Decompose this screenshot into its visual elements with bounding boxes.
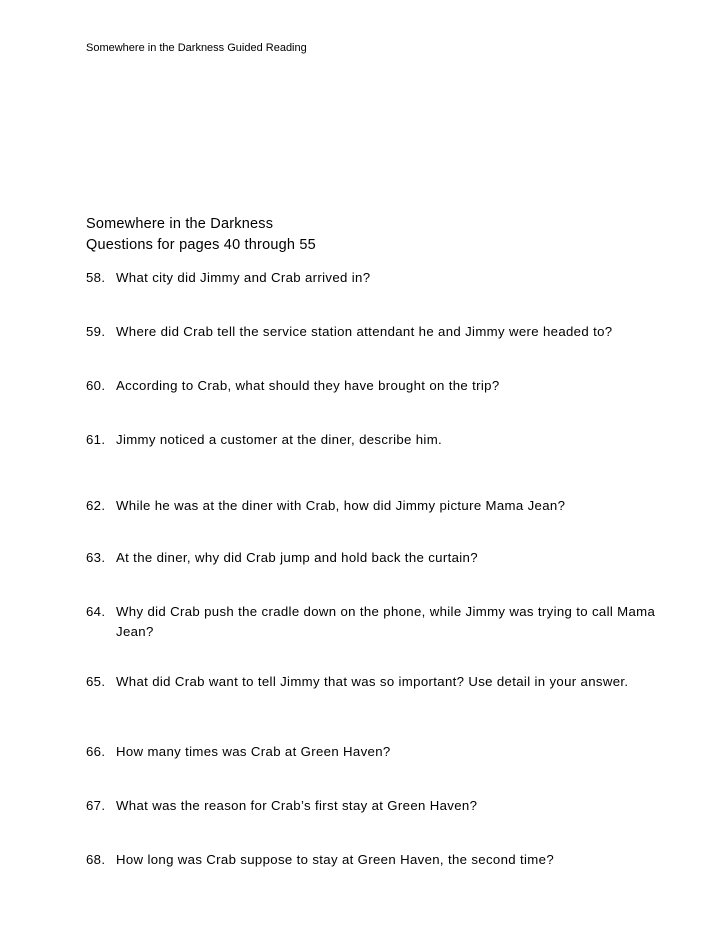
question-text: What was the reason for Crab’s first stay at Green Haven? <box>116 798 478 813</box>
question-66 <box>86 742 686 762</box>
question-61 <box>86 430 686 450</box>
question-67 <box>86 796 686 816</box>
question-number: 64. <box>86 604 106 619</box>
question-text: According to Crab, what should they have brought on the trip? <box>116 378 500 393</box>
question-68 <box>86 850 686 870</box>
question-number: 63. <box>86 550 106 565</box>
question-text: Why did Crab push the cradle down on the phone, while Jimmy was trying to call Mama Jean? <box>116 604 656 639</box>
question-58 <box>86 268 686 288</box>
question-62 <box>86 496 686 516</box>
question-text: Jimmy noticed a customer at the diner, describe him. <box>116 432 443 447</box>
question-text: Where did Crab tell the service station attendant he and Jimmy were headed to? <box>116 324 613 339</box>
question-number: 62. <box>86 498 106 513</box>
question-number: 68. <box>86 852 106 867</box>
question-number: 59. <box>86 324 106 339</box>
page-header: Somewhere in the Darkness Guided Reading <box>86 42 307 54</box>
title-block <box>86 214 316 256</box>
question-number: 60. <box>86 378 106 393</box>
question-number: 65. <box>86 674 106 689</box>
question-59 <box>86 322 686 342</box>
question-63 <box>86 548 686 568</box>
document-subtitle: Questions for pages 40 through 55 <box>86 237 316 253</box>
question-text: What city did Jimmy and Crab arrived in? <box>116 270 371 285</box>
question-number: 61. <box>86 432 106 447</box>
question-text: While he was at the diner with Crab, how did Jimmy picture Mama Jean? <box>116 498 566 513</box>
document-title: Somewhere in the Darkness <box>86 216 274 232</box>
question-text: How long was Crab suppose to stay at Green Haven, the second time? <box>116 852 554 867</box>
question-number: 66. <box>86 744 106 759</box>
question-number: 58. <box>86 270 106 285</box>
question-text: How many times was Crab at Green Haven? <box>116 744 391 759</box>
question-number: 67. <box>86 798 106 813</box>
question-60 <box>86 376 686 396</box>
question-text: At the diner, why did Crab jump and hold back the curtain? <box>116 550 478 565</box>
question-65 <box>86 672 686 692</box>
question-text: What did Crab want to tell Jimmy that was so important? Use detail in your answer. <box>116 674 629 689</box>
question-64 <box>86 602 686 642</box>
